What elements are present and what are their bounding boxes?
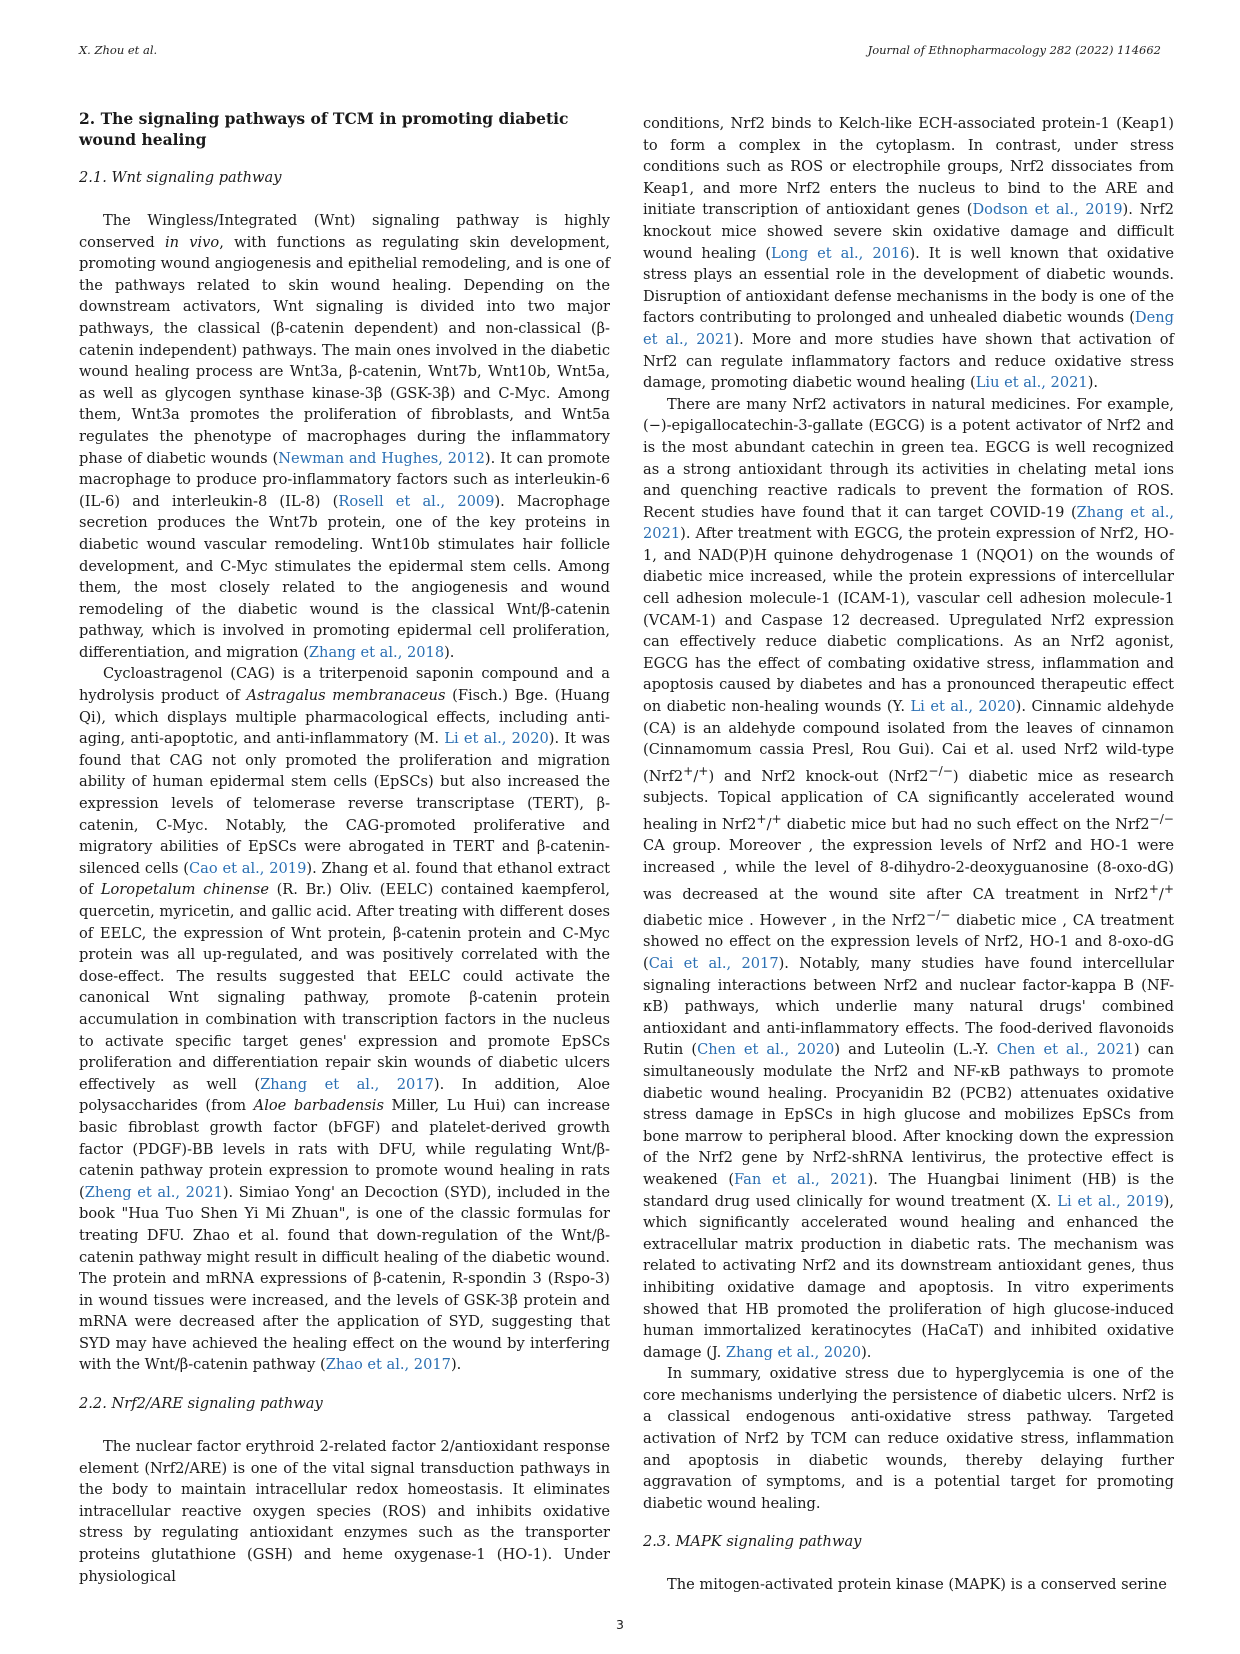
citation-link[interactable]: Li et al., 2019 (1057, 1192, 1164, 1210)
subsection-heading-wnt: 2.1. Wnt signaling pathway (79, 169, 282, 186)
citation-link[interactable]: Zheng et al., 2021 (84, 1183, 223, 1201)
citation-link[interactable]: Liu et al., 2021 (975, 374, 1088, 392)
citation-link[interactable]: Zhang et al., 2017 (260, 1075, 434, 1093)
citation-link[interactable]: Zhang et al., 2018 (308, 643, 445, 661)
citation-link[interactable]: Zhang et al., 2021 (643, 503, 1175, 543)
citation-link[interactable]: Fan et al., 2021 (734, 1170, 868, 1188)
citation-link[interactable]: Zhao et al., 2017 (325, 1356, 451, 1374)
page-number: 3 (616, 1617, 624, 1632)
citation-link[interactable]: Li et al., 2020 (444, 730, 549, 748)
citation-link[interactable]: Newman and Hughes, 2012 (278, 449, 485, 467)
citation-link[interactable]: Rosell et al., 2009 (338, 492, 495, 510)
paragraph-nrf2-summary: In summary, oxidative stress due to hyperglycemia is one of the core mechanisms underlying the persistence of diabetic ulcers. Nrf2 is a classical endogenous anti-oxidative stress pathway. Targeted activation of Nrf2 by TCM can reduce oxidative stress, inflammation and apoptosis in diabetic wounds, thereby delaying further aggravation of symptoms, and is a potential target for promoting diabetic wound healing. (643, 1365, 1174, 1512)
paragraph-nrf2-1: The nuclear factor erythroid 2-related factor 2/antioxidant response element (Nrf2/ARE) is one of the vital signal transduction pathways in the body to maintain intracellular redox homeostasis. It eliminates intracellular reactive oxygen species (ROS) and inhibits oxidative stress by regulating antioxidant enzymes such as the transporter proteins glutathione (GSH) and heme oxygenase-1 (HO-1). Under physiological (79, 1438, 610, 1585)
paragraph-mapk-1: The mitogen-activated protein kinase (MAPK) is a conserved serine (667, 1576, 1167, 1594)
citation-link[interactable]: Cai et al., 2017 (648, 955, 779, 972)
right-column (643, 113, 1174, 1596)
citation-link[interactable]: Cao et al., 2019 (188, 859, 307, 877)
section-heading: 2. The signaling pathways of TCM in promoting diabetic wound healing (79, 109, 569, 149)
header-journal: Journal of Ethnopharmacology 282 (2022) 114662 (867, 43, 1161, 57)
subsection-heading-mapk: 2.3. MAPK signaling pathway (643, 1533, 862, 1551)
left-column (79, 108, 610, 1587)
paragraph-wnt-1: The Wingless/Integrated (Wnt) signaling pathway is highly conserved in vivo, with functions as regulating skin development, promoting wound angiogenesis and epithelial remodeling, and is one of the pathways related to skin wound healing. Depending on the downstream activators, Wnt signaling is divided into two major pathways, the classical (β-catenin dependent) and non-classical (β-catenin independent) pathways. The main ones involved in the diabetic wound healing process are Wnt3a, β-catenin, Wnt7b, Wnt10b, Wnt5a, as well as glycogen synthase kinase-3β (GSK-3β) and C-Myc. Among them, Wnt3a promotes the proliferation of fibroblasts, and Wnt5a regulates the phenotype of macrophages during the inflammatory phase of diabetic wounds (Newman and Hughes, 2012). It can promote macrophage to produce pro-inflammatory factors such as interleukin-6 (IL-6) and interleukin-8 (IL-8) (Rosell et al., 2009). Macrophage secretion produces the Wnt7b protein, one of the key proteins in diabetic wound vascular remodeling. Wnt10b stimulates hair follicle development, and C-Myc stimulates the epidermal stem cells. Among them, the most closely related to the angiogenesis and wound remodeling of the diabetic wound is the classical Wnt/β-catenin pathway, which is involved in promoting epidermal cell proliferation, differentiation, and migration (Zhang et al., 2018). (79, 212, 611, 661)
header-authors: X. Zhou et al. (79, 43, 158, 57)
subsection-heading-nrf2: 2.2. Nrf2/ARE signaling pathway (79, 1395, 323, 1413)
paragraph-nrf2-continued: conditions, Nrf2 binds to Kelch-like ECH-associated protein-1 (Keap1) to form a complex in the cytoplasm. In contrast, under stress conditions such as ROS or electrophile groups, Nrf2 dissociates from Keap1, and more Nrf2 enters the nucleus to bind to the ARE and initiate transcription of antioxidant genes (Dodson et al., 2019). Nrf2 knockout mice showed severe skin oxidative damage and difficult wound healing (Long et al., 2016). It is well known that oxidative stress plays an essential role in the development of diabetic wounds. Disruption of antioxidant defense mechanisms in the body is one of the factors contributing to prolonged and unhealed diabetic wounds (Deng et al., 2021). More and more studies have shown that activation of Nrf2 can regulate inflammatory factors and reduce oxidative stress damage, promoting diabetic wound healing (Liu et al., 2021). (643, 115, 1175, 392)
citation-link[interactable]: Chen et al., 2021 (996, 1041, 1134, 1059)
citation-link[interactable]: Long et al., 2016 (770, 244, 910, 262)
citation-link[interactable]: Dodson et al., 2019 (972, 201, 1123, 219)
running-header (79, 43, 1161, 57)
citation-link[interactable]: Chen et al., 2020 (697, 1041, 835, 1059)
citation-link[interactable]: Zhang et al., 2020 (725, 1343, 862, 1361)
paragraph-wnt-2: Cycloastragenol (CAG) is a triterpenoid saponin compound and a hydrolysis product of Astragalus membranaceus (Fisch.) Bge. (Huang Qi), which displays multiple pharmacological effects, including anti-aging, anti-apoptotic, and anti-inflammatory (M. Li et al., 2020). It was found that CAG not only promoted the proliferation and migration ability of human epidermal stem cells (EpSCs) but also increased the expression levels of telomerase reverse transcriptase (TERT), β-catenin, C-Myc. Notably, the CAG-promoted proliferative and migratory abilities of EpSCs were abrogated in TERT and β-catenin-silenced cells (Cao et al., 2019). Zhang et al. found that ethanol extract of Loropetalum chinense (R. Br.) Oliv. (EELC) contained kaempferol, quercetin, myricetin, and gallic acid. After treating with different doses of EELC, the expression of Wnt protein, β-catenin protein and C-Myc protein was all up-regulated, and was positively correlated with the dose-effect. The results suggested that EELC could activate the canonical Wnt signaling pathway, promote β-catenin protein accumulation in combination with transcription factors in the nucleus to activate specific target genes' expression and promote EpSCs proliferation and differentiation repair skin wounds of diabetic ulcers effectively as well (Zhang et al., 2017). In addition, Aloe polysaccharides (from Aloe barbadensis Miller, Lu Hui) can increase basic fibroblast growth factor (bFGF) and platelet-derived growth factor (PDGF)-BB levels in rats with DFU, while regulating Wnt/β-catenin pathway protein expression to promote wound healing in rats (Zheng et al., 2021). Simiao Yong' an Decoction (SYD), included in the book "Hua Tuo Shen Yi Mi Zhuan", is one of the classic formulas for treating DFU. Zhao et al. found that down-regulation of the Wnt/β-catenin pathway might result in difficult healing of the diabetic wound. The protein and mRNA expressions of β-catenin, R-spondin 3 (Rspo-3) in wound tissues were increased, and the levels of GSK-3β protein and mRNA were decreased after the application of SYD, suggesting that SYD may have achieved the healing effect on the wound by interfering with the Wnt/β-catenin pathway (Zhao et al., 2017). (79, 665, 611, 1374)
citation-link[interactable]: Deng et al., 2021 (643, 309, 1174, 348)
citation-link[interactable]: Li et al., 2020 (910, 698, 1016, 716)
paragraph-nrf2-activators: There are many Nrf2 activators in natural medicines. For example, (−)-epigallocatechin-3-gallate (EGCG) is a potent activator of Nrf2 and is the most abundant catechin in green tea. EGCG is well recognized as a strong antioxidant through its activities in chelating metal ions and quenching reactive radicals to prevent the formation of ROS. Recent studies have found that it can target COVID-19 (Zhang et al., 2021). After treatment with EGCG, the protein expression of Nrf2, HO-1, and NAD(P)H quinone dehydrogenase 1 (NQO1) on the wounds of diabetic mice increased, while the protein expressions of intercellular cell adhesion molecule-1 (ICAM-1), vascular cell adhesion molecule-1 (VCAM-1) and Caspase 12 decreased. Upregulated Nrf2 expression can effectively reduce diabetic complications. As an Nrf2 agonist, EGCG has the effect of combating oxidative stress, inflammation and apoptosis caused by diabetes and has a pronounced therapeutic effect on diabetic non-healing wounds (Y. Li et al., 2020). Cinnamic aldehyde (CA) is an aldehyde compound isolated from the leaves of cinnamon (Cinnamomum cassia Presl, Rou Gui). Cai et al. used Nrf2 wild-type (Nrf2+/+) and Nrf2 knock-out (Nrf2−/−) diabetic mice as research subjects. Topical application of CA significantly accelerated wound healing in Nrf2+/+ diabetic mice but had no such effect on the Nrf2−/− CA group. Moreover , the expression levels of Nrf2 and HO-1 were increased , while the level of 8-dihydro-2-deoxyguanosine (8-oxo-dG) was decreased at the wound site after CA treatment in Nrf2+/+ diabetic mice . However , in the Nrf2−/− diabetic mice , CA treatment showed no effect on the expression levels of Nrf2, HO-1 and 8-oxo-dG (Cai et al., 2017). Notably, many studies have found intercellular signaling interactions between Nrf2 and nuclear factor-kappa B (NF-κB) pathways, which underlie many natural drugs' combined antioxidant and anti-inflammatory effects. The food-derived flavonoids Rutin (Chen et al., 2020) and Luteolin (L.-Y. Chen et al., 2021) can simultaneously modulate the Nrf2 and NF-κB pathways to promote diabetic wound healing. Procyanidin B2 (PCB2) attenuates oxidative stress damage in EpSCs in high glucose and mobilizes EpSCs from bone marrow to peripheral blood. After knocking down the expression of the Nrf2 gene by Nrf2-shRNA lentivirus, the protective effect is weakened (Fan et al., 2021). The Huangbai liniment (HB) is the standard drug used clinically for wound treatment (X. Li et al., 2019), which significantly accelerated wound healing and enhanced the extracellular matrix production in diabetic rats. The mechanism was related to activating Nrf2 and its downstream antioxidant genes, thus inhibiting oxidative damage and apoptosis. In vitro experiments showed that HB promoted the proliferation of high glucose-induced human immortalized keratinocytes (HaCaT) and inhibited oxidative damage (J. Zhang et al., 2020). (643, 395, 1175, 1361)
